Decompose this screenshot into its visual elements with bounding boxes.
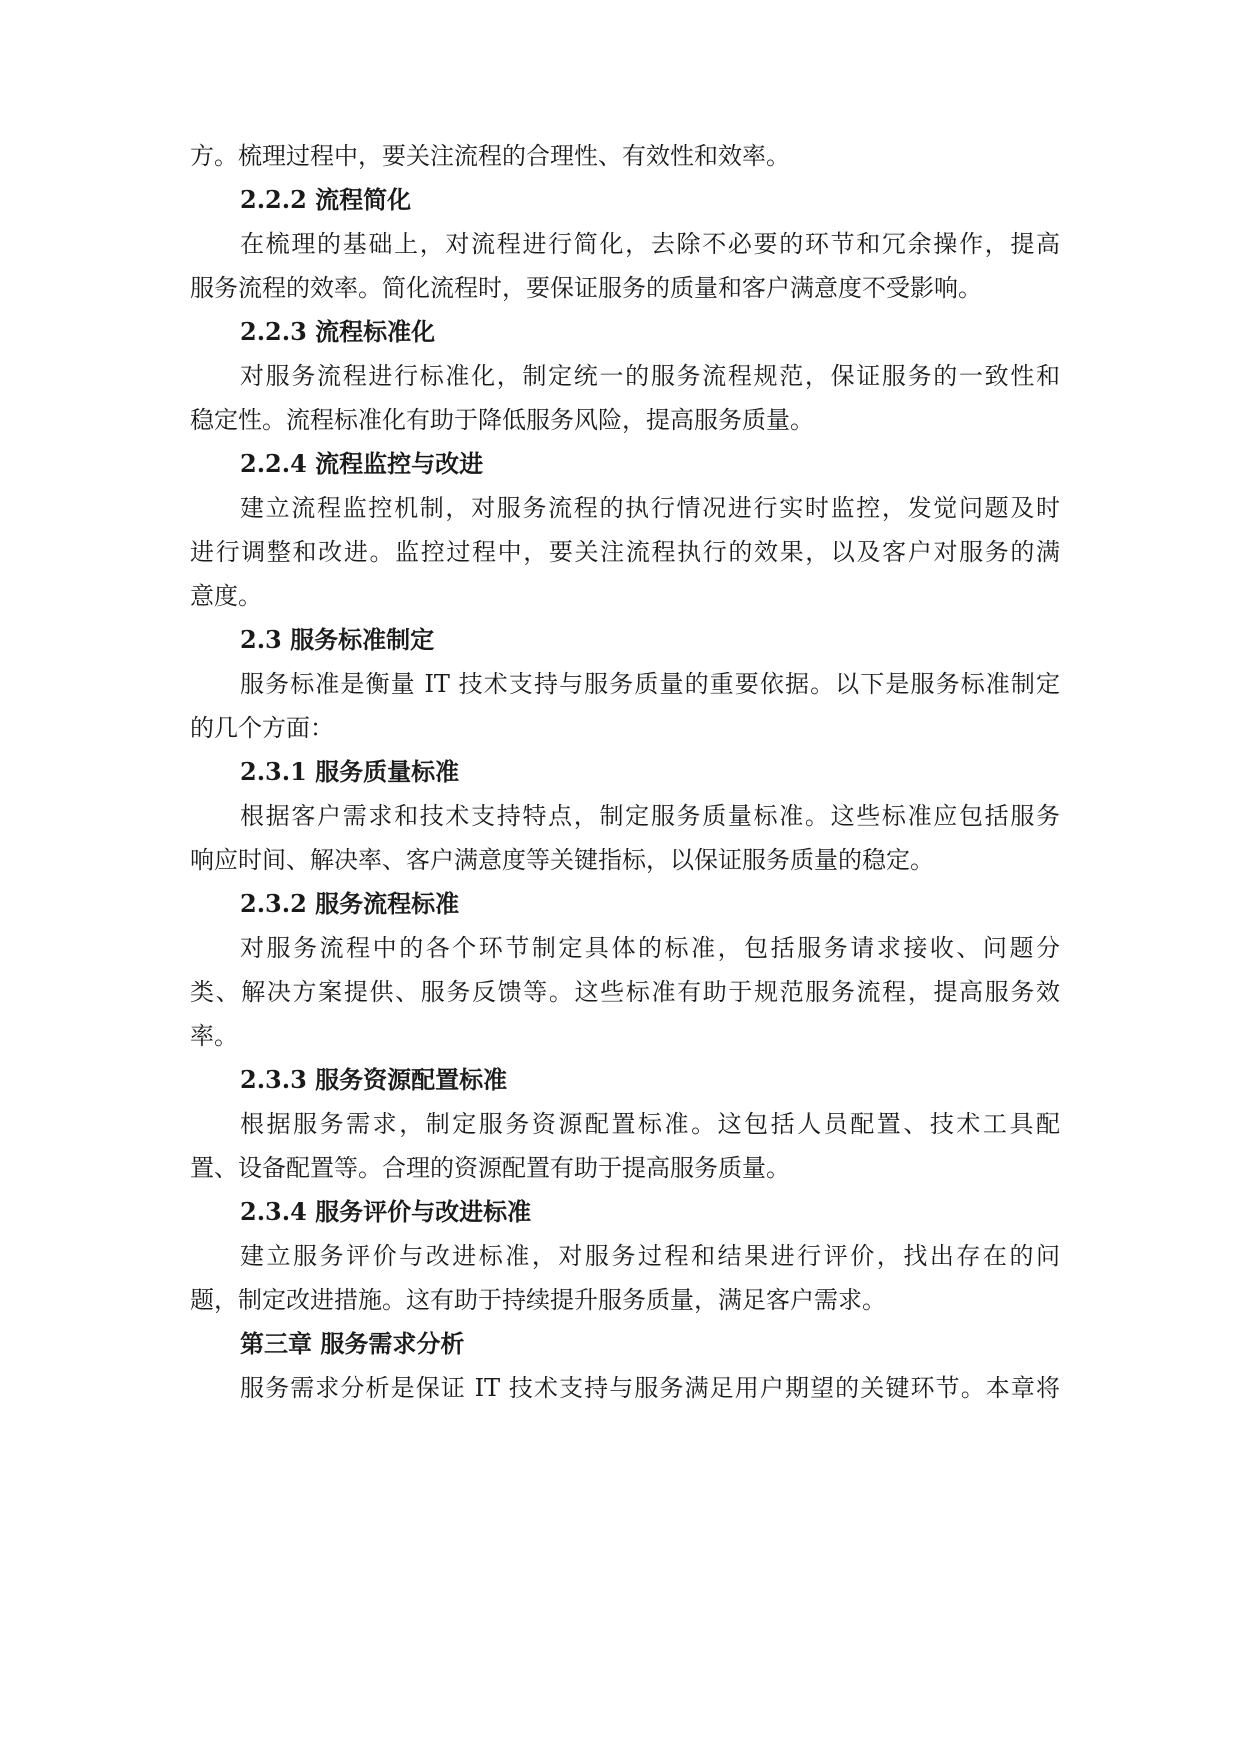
paragraph-line: 服务标准是衡量 IT 技术支持与服务质量的重要依据。以下是服务标准制定: [240, 670, 1060, 698]
paragraph-line: 对服务流程中的各个环节制定具体的标准，包括服务请求接收、问题分: [240, 934, 1060, 962]
paragraph-line: 建立服务评价与改进标准，对服务过程和结果进行评价，找出存在的问: [240, 1242, 1060, 1270]
paragraph-line: 意度。: [190, 582, 262, 610]
section-heading-2-3-1: 2.3.1 服务质量标准: [240, 757, 460, 786]
paragraph-line: 题，制定改进措施。这有助于持续提升服务质量，满足客户需求。: [190, 1286, 886, 1314]
paragraph-line: 建立流程监控机制，对服务流程的执行情况进行实时监控，发觉问题及时: [240, 494, 1060, 522]
section-heading-2-3: 2.3 服务标准制定: [240, 625, 435, 654]
section-heading-2-2-4: 2.2.4 流程监控与改进: [240, 449, 484, 478]
paragraph-line: 根据客户需求和技术支持特点，制定服务质量标准。这些标准应包括服务: [240, 802, 1060, 830]
paragraph-line: 在梳理的基础上，对流程进行简化，去除不必要的环节和冗余操作，提高: [240, 230, 1060, 258]
paragraph-line: 进行调整和改进。监控过程中，要关注流程执行的效果，以及客户对服务的满: [190, 538, 1060, 566]
section-heading-2-2-3: 2.2.3 流程标准化: [240, 317, 436, 346]
section-heading-2-2-2: 2.2.2 流程简化: [240, 185, 412, 214]
paragraph-line: 服务流程的效率。简化流程时，要保证服务的质量和客户满意度不受影响。: [190, 274, 982, 302]
section-heading-2-3-3: 2.3.3 服务资源配置标准: [240, 1065, 508, 1094]
paragraph-line: 率。: [190, 1022, 238, 1050]
paragraph-line: 的几个方面：: [190, 714, 334, 742]
paragraph-line: 稳定性。流程标准化有助于降低服务风险，提高服务质量。: [190, 406, 814, 434]
section-heading-2-3-4: 2.3.4 服务评价与改进标准: [240, 1197, 532, 1226]
paragraph-line: 服务需求分析是保证 IT 技术支持与服务满足用户期望的关键环节。本章将: [240, 1374, 1060, 1402]
paragraph-line: 根据服务需求，制定服务资源配置标准。这包括人员配置、技术工具配: [240, 1110, 1060, 1138]
paragraph-line: 响应时间、解决率、客户满意度等关键指标，以保证服务质量的稳定。: [190, 846, 934, 874]
paragraph-line: 置、设备配置等。合理的资源配置有助于提高服务质量。: [190, 1154, 790, 1182]
paragraph-line: 对服务流程进行标准化，制定统一的服务流程规范，保证服务的一致性和: [240, 362, 1060, 390]
chapter-heading-3: 第三章 服务需求分析: [240, 1329, 465, 1358]
paragraph-line: 方。梳理过程中，要关注流程的合理性、有效性和效率。: [190, 142, 790, 170]
paragraph-line: 类、解决方案提供、服务反馈等。这些标准有助于规范服务流程，提高服务效: [190, 978, 1060, 1006]
section-heading-2-3-2: 2.3.2 服务流程标准: [240, 889, 460, 918]
